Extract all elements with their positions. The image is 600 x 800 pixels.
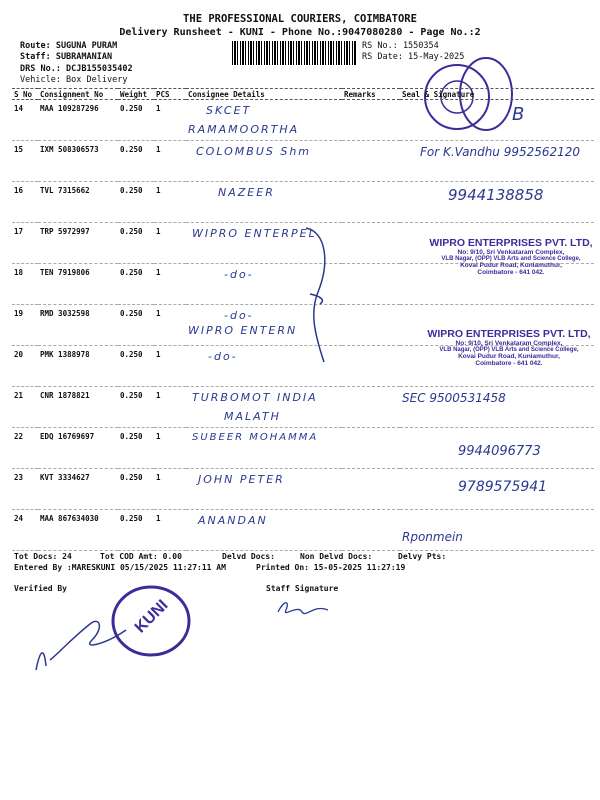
non-delivered-docs: Non Delvd Docs: bbox=[300, 552, 373, 561]
table-row bbox=[12, 428, 594, 469]
stamp-line: WIPRO ENTERPRISES PVT. LTD, bbox=[427, 328, 591, 340]
signature: Rponmein bbox=[402, 530, 463, 544]
row-weight: 0.250 bbox=[118, 264, 154, 305]
row-consignee bbox=[186, 182, 342, 223]
row-pcs: 1 bbox=[154, 428, 186, 469]
row-consignment: TEN 7919806 bbox=[38, 264, 118, 305]
route-label: Route: SUGUNA PURAM bbox=[20, 41, 118, 51]
consignee-handwriting: -do- bbox=[224, 268, 254, 281]
row-weight: 0.250 bbox=[118, 346, 154, 387]
row-remarks bbox=[342, 223, 400, 264]
row-pcs: 1 bbox=[154, 141, 186, 182]
consignee-handwriting: -do- bbox=[224, 309, 254, 322]
consignee-handwriting: COLOMBUS Shm bbox=[196, 145, 312, 158]
table-row bbox=[12, 387, 594, 428]
row-signature bbox=[400, 100, 594, 141]
col-consignee: Consignee Details bbox=[186, 89, 342, 100]
row-signature bbox=[400, 428, 594, 469]
col-consignment: Consignment No bbox=[38, 89, 118, 100]
consignee-handwriting: NAZEER bbox=[218, 186, 275, 199]
delivery-points: Delvy Pts: bbox=[398, 552, 447, 561]
consignee-handwriting: JOHN PETER bbox=[198, 473, 285, 486]
row-weight: 0.250 bbox=[118, 428, 154, 469]
consignee-handwriting: WIPRO ENTERPEL bbox=[192, 227, 317, 240]
row-consignee bbox=[186, 100, 342, 141]
rs-number: RS No.: 1550354 bbox=[362, 41, 439, 51]
stamp-line: Coimbatore - 641 042. bbox=[475, 360, 543, 367]
stamp-line: No: 9/10, Sri Venkataram Complex, bbox=[455, 340, 563, 347]
row-remarks bbox=[342, 469, 400, 510]
row-pcs: 1 bbox=[154, 182, 186, 223]
table-row bbox=[12, 141, 594, 182]
row-remarks bbox=[342, 428, 400, 469]
row-consignment: EDQ 16769697 bbox=[38, 428, 118, 469]
row-remarks bbox=[342, 387, 400, 428]
row-sno: 19 bbox=[12, 305, 38, 346]
row-consignee bbox=[186, 141, 342, 182]
consignee-handwriting-2: RAMAMOORTHA bbox=[188, 123, 300, 136]
stamp-line: VLB Nagar, (OPP) VLB Arts and Science College, bbox=[441, 256, 581, 262]
row-pcs: 1 bbox=[154, 346, 186, 387]
consignee-handwriting-2: MALATH bbox=[224, 410, 281, 423]
row-consignee bbox=[186, 428, 342, 469]
row-signature bbox=[400, 141, 594, 182]
consignee-handwriting-2: WIPRO ENTERN bbox=[188, 324, 298, 337]
signature: 9944138858 bbox=[448, 186, 544, 204]
row-sno: 18 bbox=[12, 264, 38, 305]
stamp-line: Kovai Pudur Road, Kuniamuthur, bbox=[460, 262, 562, 269]
vehicle-label: Vehicle: Box Delivery bbox=[20, 75, 128, 85]
row-remarks bbox=[342, 182, 400, 223]
row-remarks bbox=[342, 510, 400, 551]
staff-label: Staff: SUBRAMANIAN bbox=[20, 52, 113, 62]
row-consignment: TRP 5972997 bbox=[38, 223, 118, 264]
barcode bbox=[232, 41, 357, 65]
col-pcs: PCS bbox=[154, 89, 186, 100]
staff-signature bbox=[274, 596, 334, 620]
col-remarks: Remarks bbox=[342, 89, 400, 100]
stamp-line: Coimbatore - 641 042. bbox=[477, 269, 545, 276]
row-sno: 22 bbox=[12, 428, 38, 469]
drs-number: DRS No.: DCJB155035402 bbox=[20, 64, 133, 74]
row-consignee bbox=[186, 387, 342, 428]
company-title: THE PROFESSIONAL COURIERS, COIMBATORE bbox=[183, 13, 417, 25]
bracket-mark bbox=[296, 222, 346, 372]
printed-on: Printed On: 15-05-2025 11:27:19 bbox=[256, 563, 406, 572]
row-signature bbox=[400, 182, 594, 223]
consignee-handwriting: SUBEER MOHAMMA bbox=[192, 432, 319, 443]
stamp-line: No: 9/10, Sri Venkataram Complex, bbox=[457, 249, 565, 256]
col-weight: Weight bbox=[118, 89, 154, 100]
col-sno: S No bbox=[12, 89, 38, 100]
signature: B bbox=[512, 104, 525, 125]
row-signature bbox=[400, 510, 594, 551]
total-cod-amount: Tot COD Amt: 0.00 bbox=[100, 552, 182, 561]
row-remarks bbox=[342, 305, 400, 346]
row-consignee bbox=[186, 469, 342, 510]
row-consignment: RMD 3032598 bbox=[38, 305, 118, 346]
total-docs: Tot Docs: 24 bbox=[14, 552, 72, 561]
row-sno: 20 bbox=[12, 346, 38, 387]
stamp-line: Kovai Pudur Road, Kuniamuthur, bbox=[458, 353, 560, 360]
row-remarks bbox=[342, 346, 400, 387]
table-row bbox=[12, 510, 594, 551]
row-weight: 0.250 bbox=[118, 387, 154, 428]
row-consignment: MAA 867634030 bbox=[38, 510, 118, 551]
consignee-handwriting: TURBOMOT INDIA bbox=[192, 391, 318, 404]
row-sno: 17 bbox=[12, 223, 38, 264]
consignee-handwriting: SKCET bbox=[206, 104, 252, 117]
kuni-stamp-text: KUNI bbox=[131, 596, 172, 637]
row-pcs: 1 bbox=[154, 510, 186, 551]
verified-by-label: Verified By bbox=[14, 584, 67, 593]
signature: 9789575941 bbox=[458, 479, 548, 495]
row-consignment: PMK 1388978 bbox=[38, 346, 118, 387]
staff-signature-label: Staff Signature bbox=[266, 584, 339, 593]
row-sno: 14 bbox=[12, 100, 38, 141]
entered-by: Entered By :MARESKUNI 05/15/2025 11:27:11 AM bbox=[14, 563, 226, 572]
delivered-docs: Delvd Docs: bbox=[222, 552, 275, 561]
verified-by-signature bbox=[30, 600, 140, 680]
row-weight: 0.250 bbox=[118, 141, 154, 182]
signature: 9944096773 bbox=[458, 444, 541, 459]
consignee-handwriting: ANANDAN bbox=[198, 514, 268, 527]
stamp-line: VLB Nagar, (OPP) VLB Arts and Science College, bbox=[439, 347, 579, 353]
row-sno: 23 bbox=[12, 469, 38, 510]
row-sno: 16 bbox=[12, 182, 38, 223]
consignee-handwriting: -do- bbox=[208, 350, 238, 363]
row-pcs: 1 bbox=[154, 305, 186, 346]
table-row bbox=[12, 100, 594, 141]
row-weight: 0.250 bbox=[118, 305, 154, 346]
row-remarks bbox=[342, 141, 400, 182]
table-row bbox=[12, 469, 594, 510]
row-sno: 15 bbox=[12, 141, 38, 182]
row-remarks bbox=[342, 264, 400, 305]
row-remarks bbox=[342, 100, 400, 141]
row-pcs: 1 bbox=[154, 264, 186, 305]
row-consignment: MAA 109287296 bbox=[38, 100, 118, 141]
table-header-row bbox=[12, 89, 594, 100]
row-weight: 0.250 bbox=[118, 182, 154, 223]
signature: SEC 9500531458 bbox=[402, 391, 506, 405]
row-pcs: 1 bbox=[154, 223, 186, 264]
row-consignment: IXM 508306573 bbox=[38, 141, 118, 182]
company-stamp bbox=[420, 237, 600, 276]
row-weight: 0.250 bbox=[118, 100, 154, 141]
row-sno: 24 bbox=[12, 510, 38, 551]
table-row bbox=[12, 182, 594, 223]
col-seal-signature: Seal & Signature bbox=[400, 89, 594, 100]
row-weight: 0.250 bbox=[118, 223, 154, 264]
row-weight: 0.250 bbox=[118, 469, 154, 510]
row-pcs: 1 bbox=[154, 469, 186, 510]
row-weight: 0.250 bbox=[118, 510, 154, 551]
runsheet-subtitle: Delivery Runsheet - KUNI - Phone No.:9047080280 - Page No.:2 bbox=[119, 27, 481, 38]
rs-date: RS Date: 15-May-2025 bbox=[362, 52, 465, 62]
row-consignment: KVT 3334627 bbox=[38, 469, 118, 510]
row-signature bbox=[400, 469, 594, 510]
row-pcs: 1 bbox=[154, 387, 186, 428]
row-consignment: TVL 7315662 bbox=[38, 182, 118, 223]
row-signature bbox=[400, 387, 594, 428]
signature: For K.Vandhu 9952562120 bbox=[420, 145, 581, 159]
company-stamp bbox=[418, 328, 600, 367]
row-sno: 21 bbox=[12, 387, 38, 428]
stamp-line: WIPRO ENTERPRISES PVT. LTD, bbox=[429, 237, 593, 249]
row-pcs: 1 bbox=[154, 100, 186, 141]
row-consignee bbox=[186, 510, 342, 551]
row-consignment: CNR 1878821 bbox=[38, 387, 118, 428]
